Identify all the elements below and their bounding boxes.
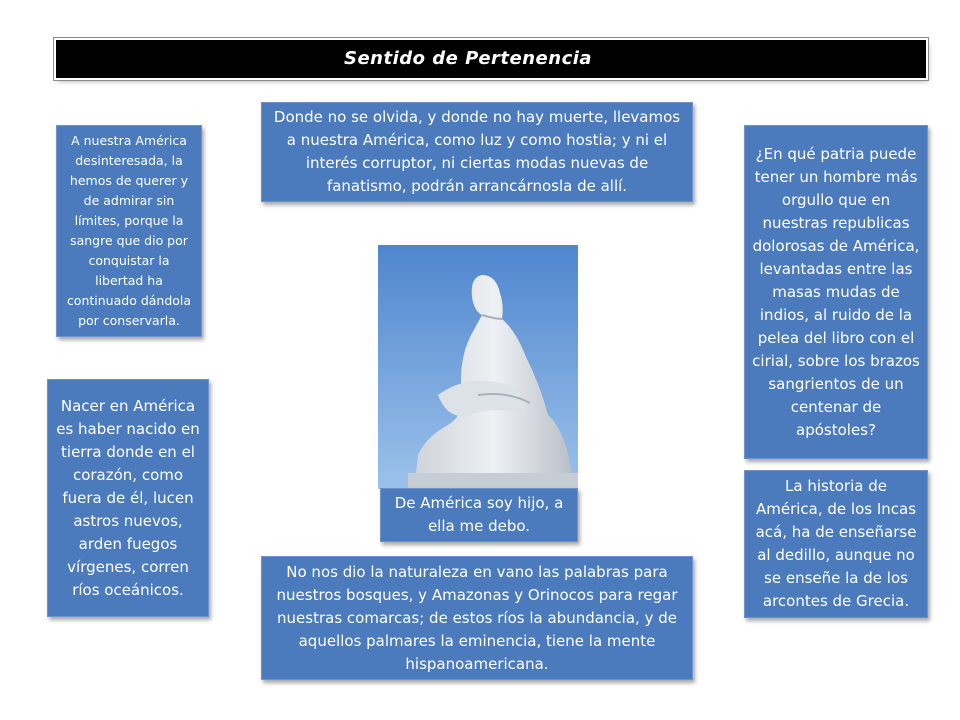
quote-text: ¿En qué patria puede tener un hombre más orgullo que en nuestras republicas dolorosas de América, levantadas entre las masas mudas de indios, al ruido de la pelea del libro con el cirial, sobre los brazos sangrientos de un centenar de apóstoles?	[752, 144, 920, 439]
statue-photo	[378, 245, 578, 489]
quote-box-right-bottom	[744, 470, 928, 618]
quote-text: Nacer en América es haber nacido en tierra donde en el corazón, como fuera de él, lucen astros nuevos, arden fuegos vírgenes, corren ríos oceánicos.	[56, 396, 200, 599]
page-title: Sentido de Pertenencia	[344, 48, 593, 69]
quote-box-bottom-center	[261, 556, 693, 680]
quote-box-left-top	[56, 125, 202, 337]
quote-box-top-center	[261, 102, 693, 202]
quote-text: A nuestra América desinteresada, la hemos de querer y de admirar sin límites, porque la sangre que dio por conquistar la libertad ha continuado dándola por conservarla.	[66, 133, 192, 328]
quote-text: No nos dio la naturaleza en vano las palabras para nuestros bosques, y Amazonas y Orinocos para regar nuestras comarcas; de estos ríos la abundancia, y de aquellos palmares la eminencia, tiene la mente hispanoamericana.	[276, 562, 678, 673]
quote-text: De América soy hijo, a ella me debo.	[394, 494, 564, 535]
quote-box-center-caption	[380, 488, 578, 542]
quote-box-right-top	[744, 125, 928, 459]
title-bar	[56, 40, 926, 78]
quote-text: La historia de América, de los Incas acá, ha de enseñarse al dedillo, aunque no se enseñe la de los arcontes de Grecia.	[755, 477, 917, 610]
quote-text: Donde no se olvida, y donde no hay muerte, llevamos a nuestra América, como luz y como hostia; y ni el interés corruptor, ni ciertas modas nuevas de fanatismo, podrán arrancárnosla de allí.	[273, 108, 681, 195]
quote-box-left-bottom	[47, 379, 209, 617]
statue-illustration	[378, 245, 578, 489]
